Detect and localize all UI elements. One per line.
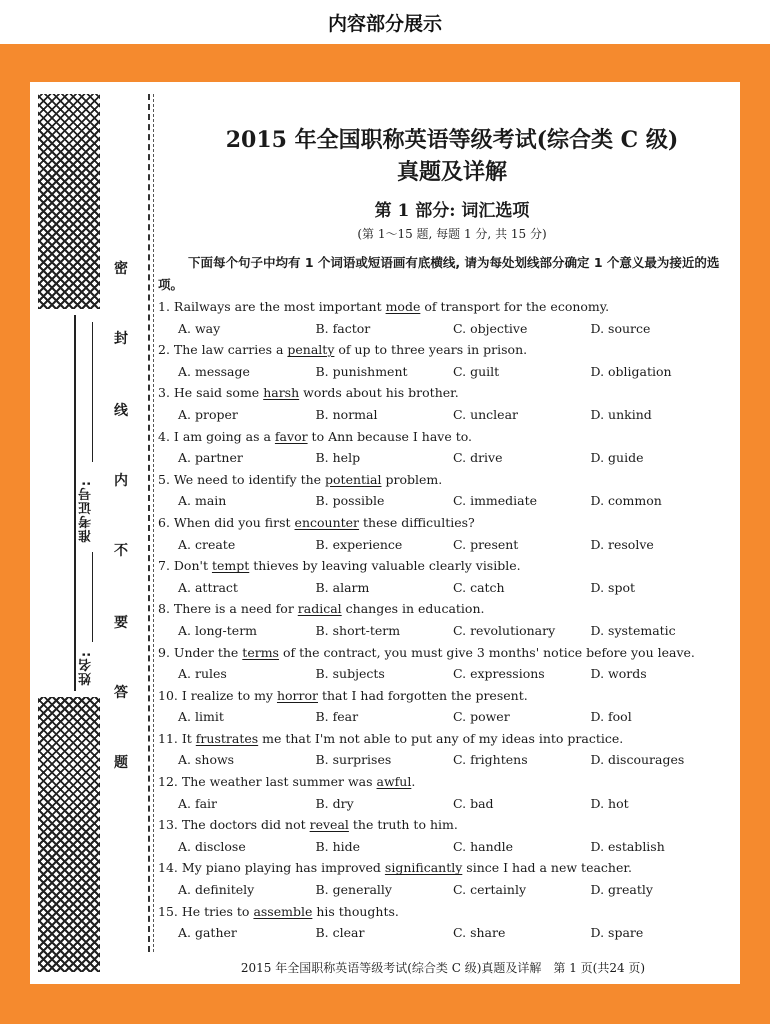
answer-option: D. hot xyxy=(590,795,629,811)
hatch-pattern-bottom xyxy=(38,697,100,972)
options-row xyxy=(158,706,728,728)
seal-char: 线 xyxy=(114,403,128,419)
question-text: changes in education. xyxy=(341,601,485,617)
answer-option: C. share xyxy=(453,925,506,941)
question-text: We need to identify the xyxy=(173,471,326,487)
question-1 xyxy=(158,296,728,318)
question-text: words about his brother. xyxy=(299,385,459,401)
name-line-upper xyxy=(92,322,93,462)
question-number: 7. xyxy=(158,558,174,574)
answer-option: C. unclear xyxy=(453,406,518,422)
answer-option: D. spare xyxy=(590,925,644,941)
underlined-word: harsh xyxy=(263,385,300,401)
options-row xyxy=(158,836,728,858)
answer-option: C. drive xyxy=(453,450,503,466)
question-number: 11. xyxy=(158,730,182,746)
question-13 xyxy=(158,814,728,836)
underlined-word: significantly xyxy=(384,860,463,876)
seal-char: 答 xyxy=(114,685,128,701)
question-text: Under the xyxy=(173,644,243,660)
question-text: When did you first xyxy=(173,514,295,530)
question-text: problem. xyxy=(381,471,443,487)
answer-option: A. partner xyxy=(178,450,243,466)
question-text: of the contract, you must give 3 months' notice before you leave. xyxy=(278,644,695,660)
question-number: 4. xyxy=(158,428,174,444)
options-row xyxy=(158,620,728,642)
exam-id-label: 准考证号: xyxy=(79,480,94,543)
underlined-word: awful xyxy=(376,774,412,790)
answer-option: B. fear xyxy=(315,709,359,725)
answer-option: B. alarm xyxy=(315,579,370,595)
question-text: It xyxy=(181,730,196,746)
question-6 xyxy=(158,512,728,534)
answer-option: B. clear xyxy=(315,925,365,941)
seal-char: 内 xyxy=(114,473,128,489)
question-number: 12. xyxy=(158,774,182,790)
question-text: thieves by leaving valuable clearly visible. xyxy=(249,558,521,574)
answer-option: A. way xyxy=(178,320,221,336)
title-line-2: 真题及详解 xyxy=(396,159,507,185)
question-14 xyxy=(158,857,728,879)
question-number: 1. xyxy=(158,299,174,314)
answer-option: B. normal xyxy=(315,406,378,422)
question-4 xyxy=(158,426,728,448)
question-text: The law carries a xyxy=(173,342,288,358)
question-12 xyxy=(158,771,728,793)
question-10 xyxy=(158,685,728,707)
underlined-word: favor xyxy=(274,428,308,444)
underlined-word: frustrates xyxy=(195,730,259,746)
question-text: since I had a new teacher. xyxy=(462,860,632,876)
answer-option: B. factor xyxy=(315,320,371,336)
answer-option: D. guide xyxy=(590,450,644,466)
question-text: I realize to my xyxy=(181,687,277,703)
title-line-1: 2015 年全国职称英语等级考试(综合类 C 级) xyxy=(225,127,679,153)
answer-option: D. words xyxy=(590,666,647,682)
answer-option: A. create xyxy=(178,536,236,552)
answer-option: B. dry xyxy=(315,795,354,811)
options-row xyxy=(158,490,728,512)
options-row xyxy=(158,318,728,340)
options-row xyxy=(158,663,728,685)
answer-option: A. rules xyxy=(178,666,227,682)
answer-option: A. definitely xyxy=(178,882,255,898)
answer-option: A. shows xyxy=(178,752,235,768)
question-text: My piano playing has improved xyxy=(181,860,385,876)
question-text: of transport for the economy. xyxy=(420,299,610,314)
options-row xyxy=(158,577,728,599)
answer-option: C. catch xyxy=(453,579,505,595)
question-9 xyxy=(158,642,728,664)
question-7 xyxy=(158,555,728,577)
page-footer: 2015 年全国职称英语等级考试(综合类 C 级)真题及详解 第 1 页(共24 页) xyxy=(240,961,646,975)
options-row xyxy=(158,879,728,901)
underlined-word: mode xyxy=(385,299,421,314)
options-row xyxy=(158,361,728,383)
question-number: 2. xyxy=(158,342,174,358)
part-title: 第 1 部分: 词汇选项 xyxy=(374,201,530,221)
answer-option: D. fool xyxy=(590,709,632,725)
question-8 xyxy=(158,598,728,620)
options-row xyxy=(158,404,728,426)
options-row xyxy=(158,793,728,815)
answer-option: A. gather xyxy=(178,925,237,941)
question-number: 13. xyxy=(158,817,182,833)
underlined-word: horror xyxy=(276,687,318,703)
options-row xyxy=(158,922,728,944)
name-label: 姓名: xyxy=(79,651,94,686)
answer-option: D. obligation xyxy=(590,363,672,379)
question-text: these difficulties? xyxy=(359,514,475,530)
answer-option: C. bad xyxy=(453,795,494,811)
answer-option: B. punishment xyxy=(315,363,408,379)
answer-option: A. main xyxy=(178,493,227,509)
question-text: of up to three years in prison. xyxy=(334,342,528,358)
underlined-word: tempt xyxy=(211,558,250,574)
options-row xyxy=(158,534,728,556)
question-text: He said some xyxy=(173,385,264,401)
seal-char: 题 xyxy=(114,755,128,771)
answer-option: A. limit xyxy=(178,709,224,725)
answer-option: B. hide xyxy=(315,838,361,854)
question-3 xyxy=(158,382,728,404)
question-text: Don't xyxy=(173,558,212,574)
answer-option: D. common xyxy=(590,493,662,509)
exam-page xyxy=(30,82,740,984)
question-number: 9. xyxy=(158,644,174,660)
answer-option: B. possible xyxy=(315,493,385,509)
question-number: 15. xyxy=(158,903,182,919)
question-number: 3. xyxy=(158,385,174,401)
answer-option: A. disclose xyxy=(178,838,246,854)
options-row xyxy=(158,749,728,771)
answer-option: D. discourages xyxy=(590,752,685,768)
answer-option: A. attract xyxy=(178,579,238,595)
question-text: There is a need for xyxy=(173,601,298,617)
answer-option: D. establish xyxy=(590,838,665,854)
question-text: . xyxy=(411,774,416,790)
answer-option: D. systematic xyxy=(590,622,676,638)
answer-option: C. power xyxy=(453,709,510,725)
answer-option: B. help xyxy=(315,450,361,466)
question-text: He tries to xyxy=(181,903,254,919)
underlined-word: encounter xyxy=(294,514,360,530)
answer-option: C. certainly xyxy=(453,882,527,898)
underlined-word: reveal xyxy=(309,817,349,833)
underlined-word: potential xyxy=(325,471,382,487)
answer-option: B. surprises xyxy=(315,752,392,768)
answer-option: C. frightens xyxy=(453,752,528,768)
answer-option: D. source xyxy=(590,320,651,336)
answer-option: D. resolve xyxy=(590,536,654,552)
question-15 xyxy=(158,901,728,923)
answer-option: A. message xyxy=(178,363,250,379)
question-text: I am going as a xyxy=(173,428,275,444)
cut-line xyxy=(148,94,150,952)
answer-option: A. proper xyxy=(178,406,238,422)
underlined-word: terms xyxy=(242,644,279,660)
seal-char: 封 xyxy=(114,331,128,347)
exam-id-line xyxy=(92,552,93,642)
question-text: that I had forgotten the present. xyxy=(318,687,528,703)
answer-option: B. short-term xyxy=(315,622,401,638)
seal-char: 不 xyxy=(114,543,128,559)
question-text: Railways are the most important xyxy=(173,299,386,314)
answer-option: C. immediate xyxy=(453,493,538,509)
answer-option: B. subjects xyxy=(315,666,385,682)
answer-option: B. experience xyxy=(315,536,403,552)
answer-option: A. fair xyxy=(178,795,218,811)
question-number: 8. xyxy=(158,601,174,617)
question-text: The doctors did not xyxy=(181,817,310,833)
question-number: 6. xyxy=(158,514,174,530)
underlined-word: assemble xyxy=(253,903,313,919)
question-text: his thoughts. xyxy=(312,903,399,919)
question-text: The weather last summer was xyxy=(181,774,377,790)
underlined-word: penalty xyxy=(287,342,335,358)
question-text: the truth to him. xyxy=(348,817,458,833)
answer-option: C. expressions xyxy=(453,666,545,682)
margin-line xyxy=(74,315,76,691)
answer-option: D. unkind xyxy=(590,406,652,422)
part-note: (第 1～15 题, 每题 1 分, 共 15 分) xyxy=(357,227,547,241)
exam-title xyxy=(176,124,728,188)
answer-option: C. present xyxy=(453,536,519,552)
question-11 xyxy=(158,728,728,750)
answer-option: C. revolutionary xyxy=(453,622,556,638)
question-number: 14. xyxy=(158,860,182,876)
banner-title: 内容部分展示 xyxy=(0,0,770,44)
answer-option: C. guilt xyxy=(453,363,500,379)
cut-line-inner xyxy=(153,94,154,952)
answer-option: C. handle xyxy=(453,838,514,854)
answer-option: B. generally xyxy=(315,882,392,898)
question-list xyxy=(158,296,728,944)
question-text: me that I'm not able to put any of my ideas into practice. xyxy=(258,730,624,746)
question-2 xyxy=(158,339,728,361)
question-5 xyxy=(158,469,728,491)
answer-option: C. objective xyxy=(453,320,528,336)
answer-option: D. spot xyxy=(590,579,635,595)
hatch-pattern-top xyxy=(38,94,100,309)
question-number: 10. xyxy=(158,687,182,703)
exam-content xyxy=(158,112,728,944)
seal-char: 密 xyxy=(114,261,128,277)
question-text: to Ann because I have to. xyxy=(307,428,473,444)
question-number: 5. xyxy=(158,471,174,487)
instructions: 下面每个句子中均有 1 个词语或短语画有底横线, 请为每处划线部分确定 1 个意义最为接近的选项。 xyxy=(158,255,720,292)
underlined-word: radical xyxy=(297,601,342,617)
options-row xyxy=(158,447,728,469)
answer-option: A. long-term xyxy=(178,622,258,638)
answer-option: D. greatly xyxy=(590,882,653,898)
seal-char: 要 xyxy=(114,615,128,631)
